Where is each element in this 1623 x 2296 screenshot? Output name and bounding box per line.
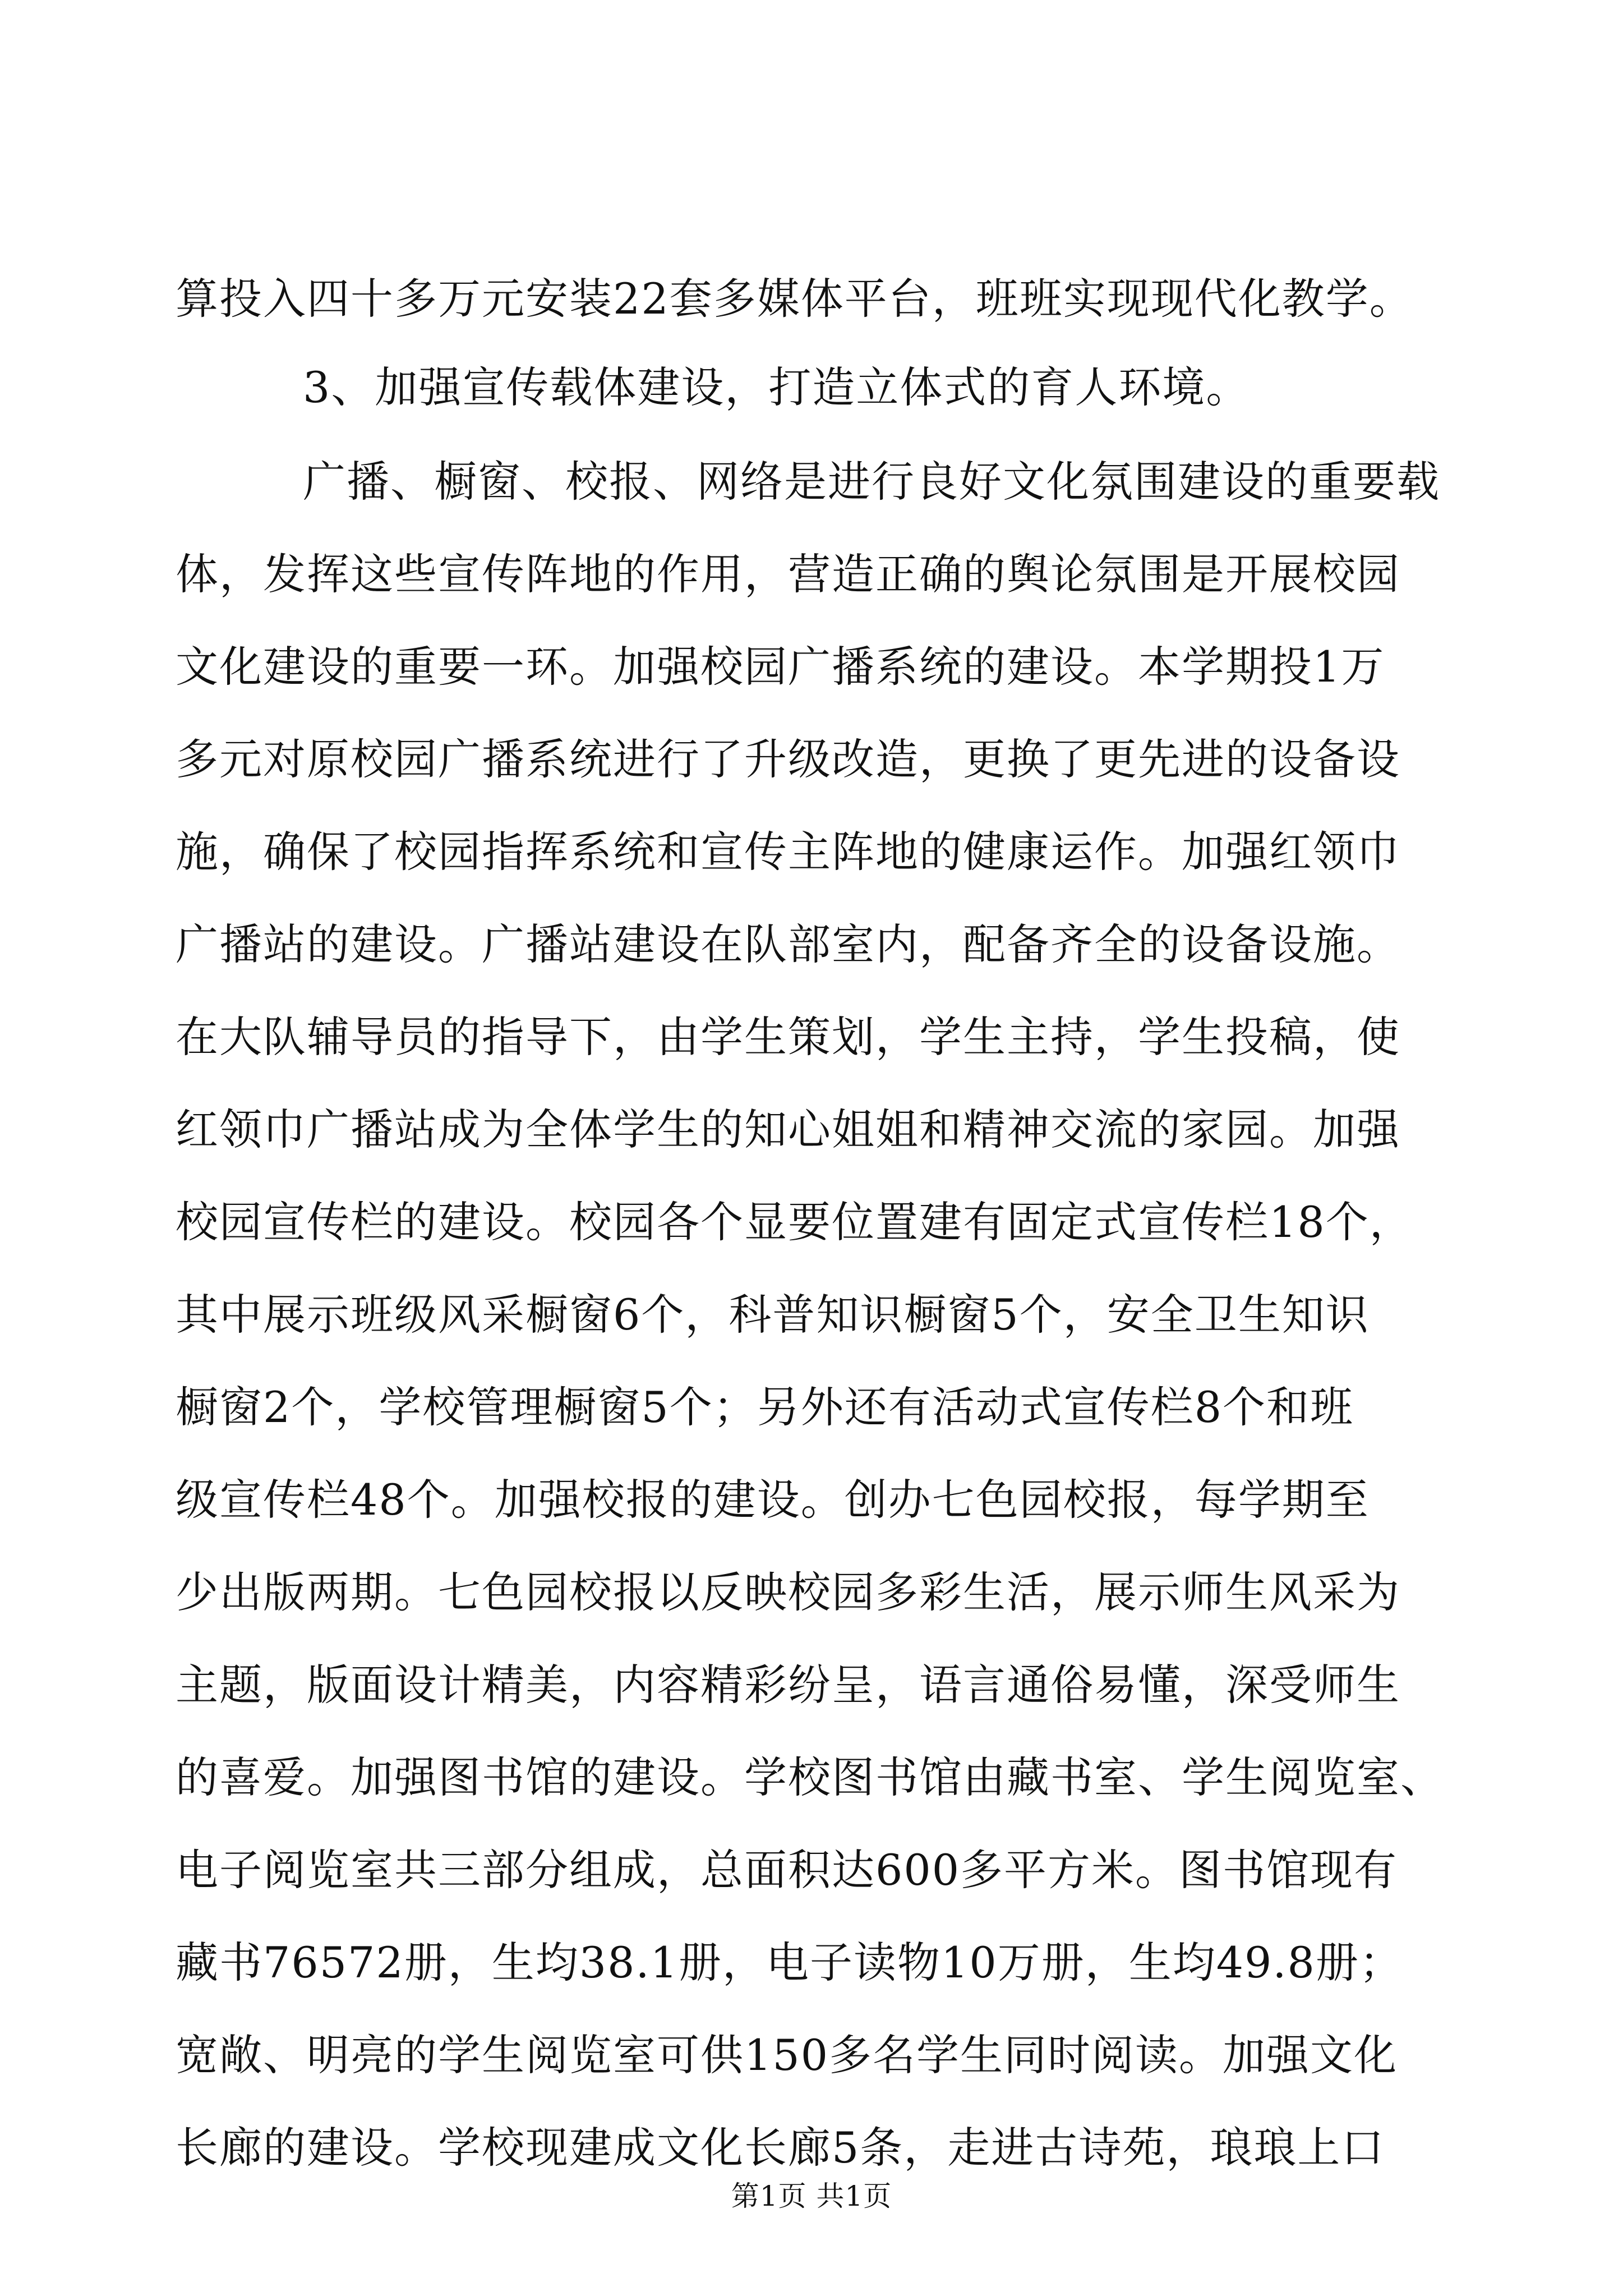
text-line: 宽敞、明亮的学生阅览室可供150多名学生同时阅读。加强文化 [176, 2030, 1398, 2080]
text-line: 校园宣传栏的建设。校园各个显要位置建有固定式宣传栏18个， [176, 1197, 1413, 1247]
text-line: 红领巾广播站成为全体学生的知心姐姐和精神交流的家园。加强 [176, 1105, 1400, 1154]
section-heading: 3、加强宣传载体建设，打造立体式的育人环境。 [303, 362, 1250, 412]
text-line: 体，发挥这些宣传阵地的作用，营造正确的舆论氛围是开展校园 [176, 549, 1400, 599]
text-line: 的喜爱。加强图书馆的建设。学校图书馆由藏书室、学生阅览室、 [176, 1752, 1444, 1802]
text-line: 橱窗2个，学校管理橱窗5个；另外还有活动式宣传栏8个和班 [176, 1382, 1354, 1432]
text-line: 在大队辅导员的指导下，由学生策划，学生主持，学生投稿，使 [176, 1012, 1400, 1062]
text-line: 文化建设的重要一环。加强校园广播系统的建设。本学期投1万 [176, 642, 1385, 692]
page-number-footer: 第1页 共1页 [731, 2180, 892, 2212]
text-line: 广播、橱窗、校报、网络是进行良好文化氛围建设的重要载 [303, 457, 1440, 507]
text-line: 主题，版面设计精美，内容精彩纷呈，语言通俗易懂，深受师生 [176, 1660, 1400, 1710]
text-line: 级宣传栏48个。加强校报的建设。创办七色园校报，每学期至 [176, 1475, 1370, 1525]
text-line: 施，确保了校园指挥系统和宣传主阵地的健康运作。加强红领巾 [176, 827, 1400, 877]
text-line: 算投入四十多万元安装22套多媒体平台，班班实现现代化教学。 [176, 274, 1413, 324]
text-line: 多元对原校园广播系统进行了升级改造，更换了更先进的设备设 [176, 734, 1400, 784]
text-line: 电子阅览室共三部分组成，总面积达600多平方米。图书馆现有 [176, 1845, 1398, 1895]
text-line: 广播站的建设。广播站建设在队部室内，配备齐全的设备设施。 [176, 919, 1400, 969]
text-line: 藏书76572册，生均38.1册，电子读物10万册，生均49.8册； [176, 1938, 1403, 1987]
text-line: 其中展示班级风采橱窗6个，科普知识橱窗5个，安全卫生知识 [176, 1290, 1370, 1340]
text-line: 少出版两期。七色园校报以反映校园多彩生活，展示师生风采为 [176, 1567, 1400, 1617]
text-line: 长廊的建设。学校现建成文化长廊5条，走进古诗苑，琅琅上口 [176, 2123, 1385, 2173]
